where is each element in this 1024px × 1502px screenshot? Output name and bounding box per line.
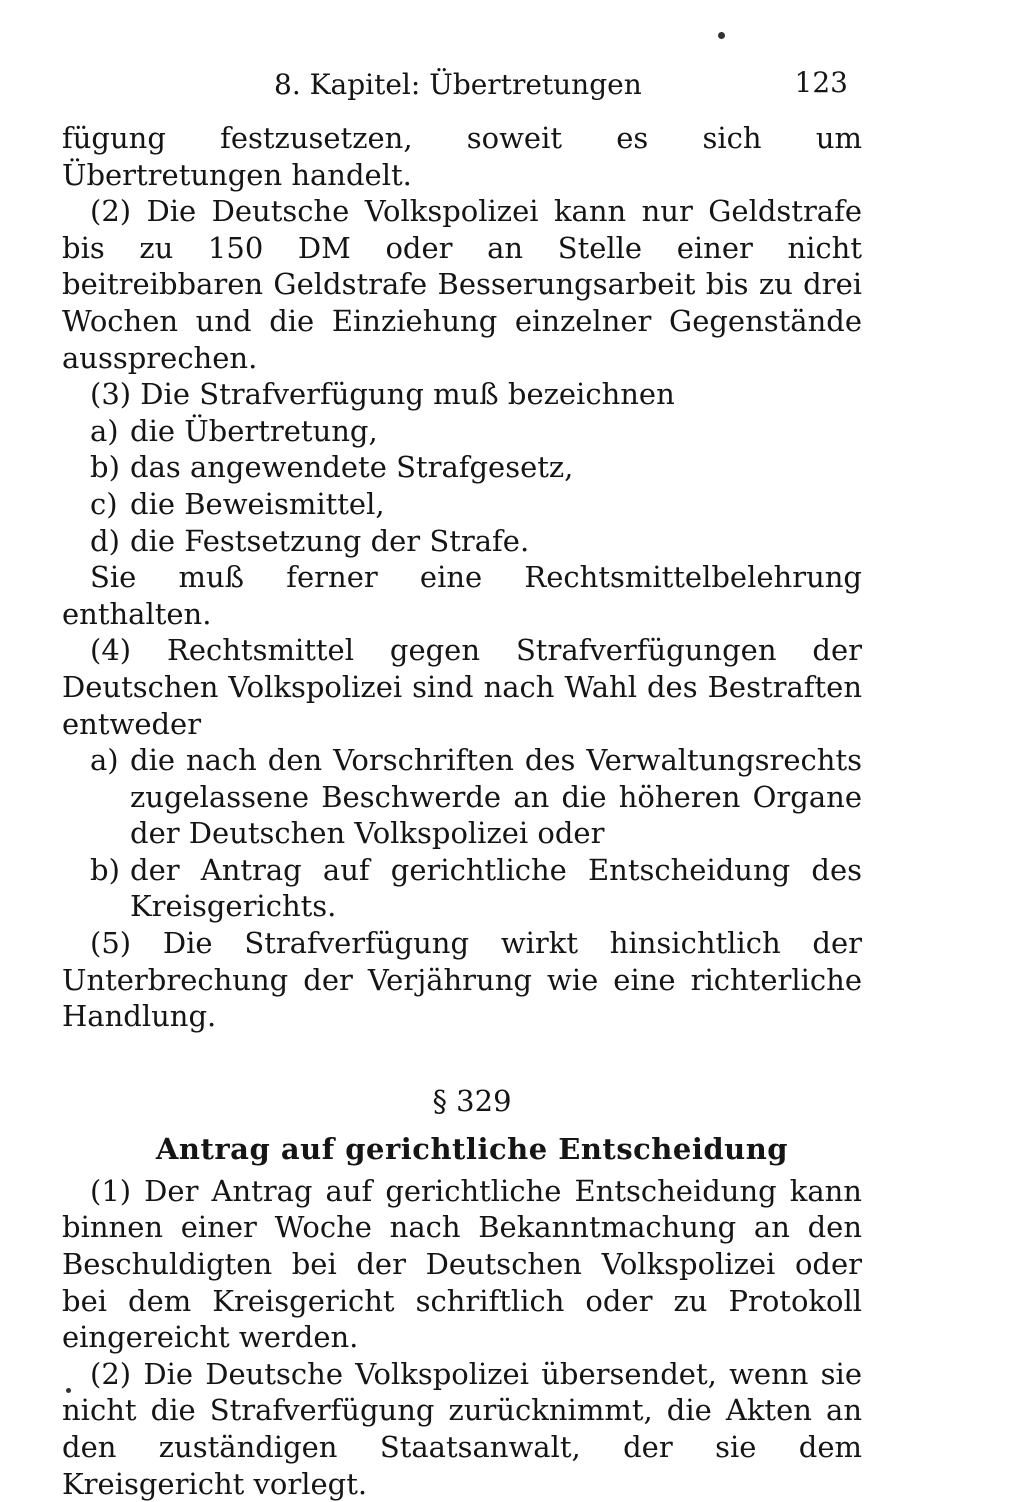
list-label: b) (90, 852, 120, 887)
list-item (90, 449, 862, 486)
list-text: die Übertretung, (130, 413, 378, 448)
list-text: die nach den Vorschriften des Verwaltungsrechts zugelassene Beschwerde an die höheren Organe der Deutschen Volkspolizei oder (130, 743, 862, 851)
list-text: die Festsetzung der Strafe. (130, 523, 530, 558)
body-text (62, 120, 862, 1502)
section-title: Antrag auf gerichtliche Entscheidung (155, 1131, 789, 1166)
paragraph-5: (5) Die Strafverfügung wirkt hinsichtlich der Unterbrechung der Verjährung wie eine richterliche Handlung. (62, 926, 862, 1034)
paragraph-3-closing: Sie muß ferner eine Rechtsmittelbelehrung enthalten. (62, 560, 862, 631)
list-label: c) (90, 486, 118, 521)
list-item (90, 852, 862, 925)
list-text: die Beweismittel, (130, 486, 385, 521)
list-text: das angewendete Strafgesetz, (130, 450, 574, 485)
section-paragraph-2: (2) Die Deutsche Volkspolizei übersendet, wenn sie nicht die Strafverfügung zurücknimmt, die Akten an den zuständigen Staatsanwalt, der sie dem Kreisgericht vorlegt. (62, 1356, 862, 1501)
chapter-title: 8. Kapitel: Übertretungen (274, 68, 642, 101)
paragraph-2: (2) Die Deutsche Volkspolizei kann nur Geldstrafe bis zu 150 DM oder an Stelle einer nicht beitreibbaren Geldstrafe Besserungsarbeit bis zu drei Wochen und die Einziehung einzelner Gegenstände aussprechen. (62, 194, 862, 375)
list-item (90, 523, 862, 560)
ink-speck (718, 32, 725, 39)
book-page (62, 60, 862, 1502)
list-text: der Antrag auf gerichtliche Entscheidung des Kreisgerichts. (130, 852, 862, 924)
section-number: § 329 (432, 1083, 512, 1118)
running-header (62, 60, 862, 120)
list-item (90, 742, 862, 852)
list-label: d) (90, 523, 120, 558)
list-label: b) (90, 450, 120, 485)
paragraph-4-lead: (4) Rechtsmittel gegen Strafverfügungen der Deutschen Volkspolizei sind nach Wahl des Bestraften entweder (62, 633, 862, 741)
intro-continuation: fügung festzusetzen, soweit es sich um Übertretungen handelt. (62, 121, 862, 192)
list-item (90, 413, 862, 450)
section-paragraph-1: (1) Der Antrag auf gerichtliche Entscheidung kann binnen einer Woche nach Bekanntmachung an den Beschuldigten bei der Deutschen Volkspolizei oder bei dem Kreisgericht schriftlich oder zu Protokoll eingereicht werden. (62, 1173, 862, 1355)
paragraph-3-lead: (3) Die Strafverfügung muß bezeichnen (90, 377, 675, 412)
list-label: a) (90, 743, 119, 778)
list-item (90, 486, 862, 523)
list-label: a) (90, 413, 119, 448)
page-number: 123 (794, 66, 848, 99)
